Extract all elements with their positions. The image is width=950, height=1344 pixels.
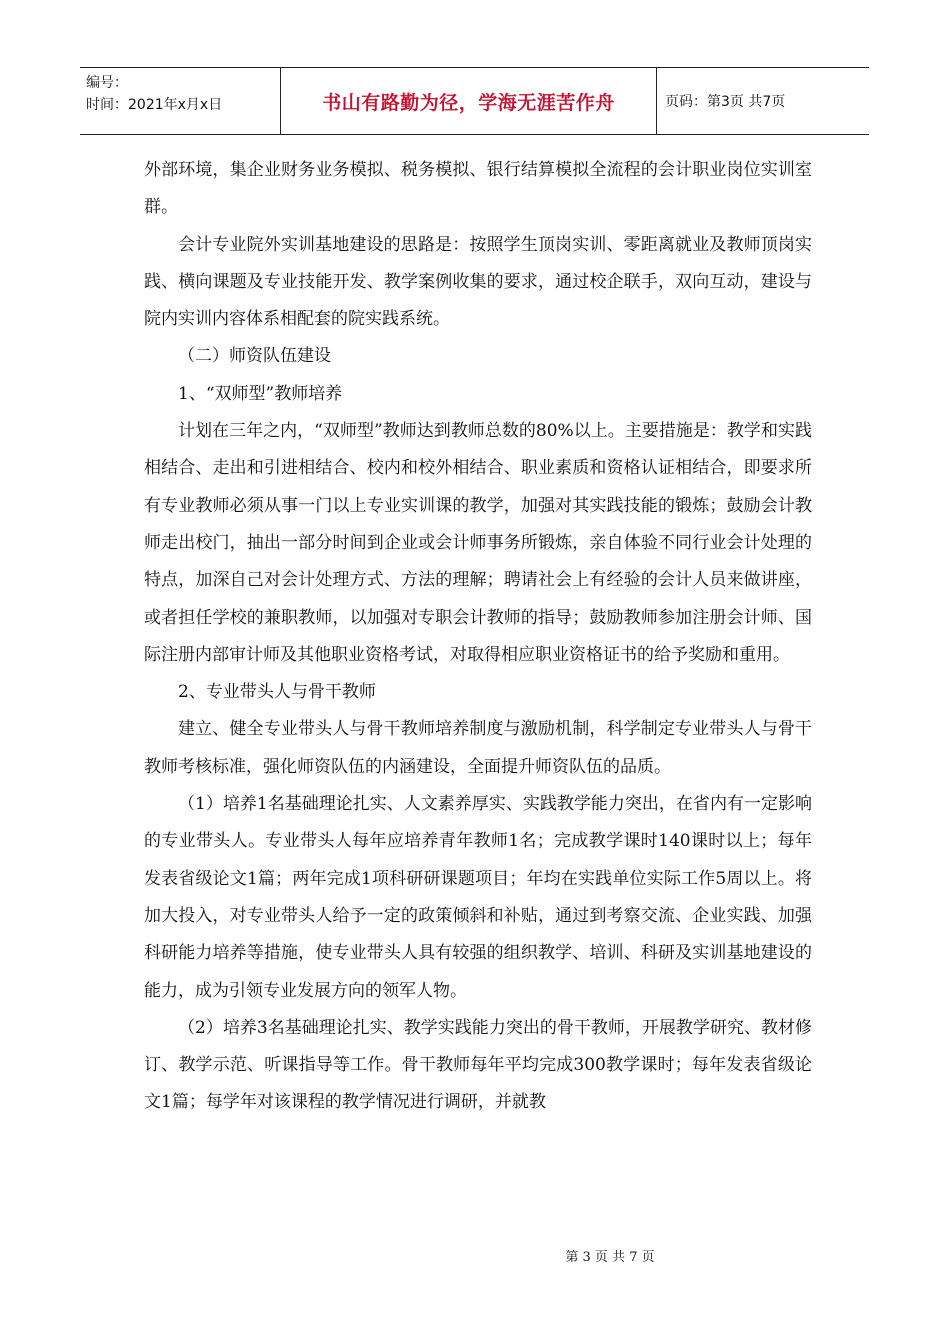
header-number-label: 编号： [86, 75, 128, 91]
document-header [80, 67, 869, 135]
body-paragraph: （1）培养1名基础理论扎实、人文素养厚实、实践教学能力突出，在省内有一定影响的专业带头人。专业带头人每年应培养青年教师1名；完成教学课时140课时以上；每年发表省级论文1篇；两年完成1项科研研课题项目；年均在实践单位实际工作5周以上。将加大投入，对专业带头人给予一定的政策倾斜和补贴，通过到考察交流、企业实践、加强科研能力培养等措施，使专业带头人具有较强的组织教学、培训、科研及实训基地建设的能力，成为引领专业发展方向的领军人物。 [144, 794, 812, 1001]
subsection-heading: 2、专业带头人与骨干教师 [178, 682, 376, 703]
body-paragraph: 外部环境，集企业财务业务模拟、税务模拟、银行结算模拟全流程的会计职业岗位实训室群。 [144, 160, 812, 218]
body-paragraph: 建立、健全专业带头人与骨干教师培养制度与激励机制，科学制定专业带头人与骨干教师考核标准，强化师资队伍的内涵建设，全面提升师资队伍的品质。 [144, 719, 812, 777]
body-paragraph: 会计专业院外实训基地建设的思路是：按照学生顶岗实训、零距离就业及教师顶岗实践、横向课题及专业技能开发、教学案例收集的要求，通过校企联手，双向互动，建设与院内实训内容体系相配套的院实践系统。 [144, 234, 812, 330]
header-meta [80, 68, 281, 134]
page-footer: 第 3 页 共 7 页 [565, 1250, 655, 1265]
body-paragraph: 计划在三年之内，“双师型”教师达到教师总数的80%以上。主要措施是：教学和实践相结合、走出和引进相结合、校内和校外相结合、职业素质和资格认证相结合，即要求所有专业教师必须从事一门以上专业实训课的教学，加强对其实践技能的锻炼；鼓励会计教师走出校门，抽出一部分时间到企业或会计师事务所锻炼，亲自体验不同行业会计处理的特点，加深自己对会计处理方式、方法的理解；聘请社会上有经验的会计人员来做讲座，或者担任学校的兼职教师，以加强对专职会计教师的指导；鼓励教师参加注册会计师、国际注册内部审计师及其他职业资格考试，对取得相应职业资格证书的给予奖励和重用。 [144, 421, 812, 665]
body-paragraph: （2）培养3名基础理论扎实、教学实践能力突出的骨干教师，开展教学研究、教材修订、教学示范、听课指导等工作。骨干教师每年平均完成300教学课时；每年发表省级论文1篇；每学年对该课程的教学情况进行调研，并就教 [144, 1017, 812, 1113]
subsection-heading: 1、“双师型”教师培养 [178, 383, 343, 404]
header-time-label: 时间：2021年x月x日 [86, 97, 223, 113]
header-page-info: 页码：第3页 共7页 [665, 94, 786, 110]
document-body [144, 152, 812, 1122]
header-motto: 书山有路勤为径，学海无涯苦作舟 [281, 68, 657, 134]
section-heading: （二）师资队伍建设 [178, 346, 331, 367]
